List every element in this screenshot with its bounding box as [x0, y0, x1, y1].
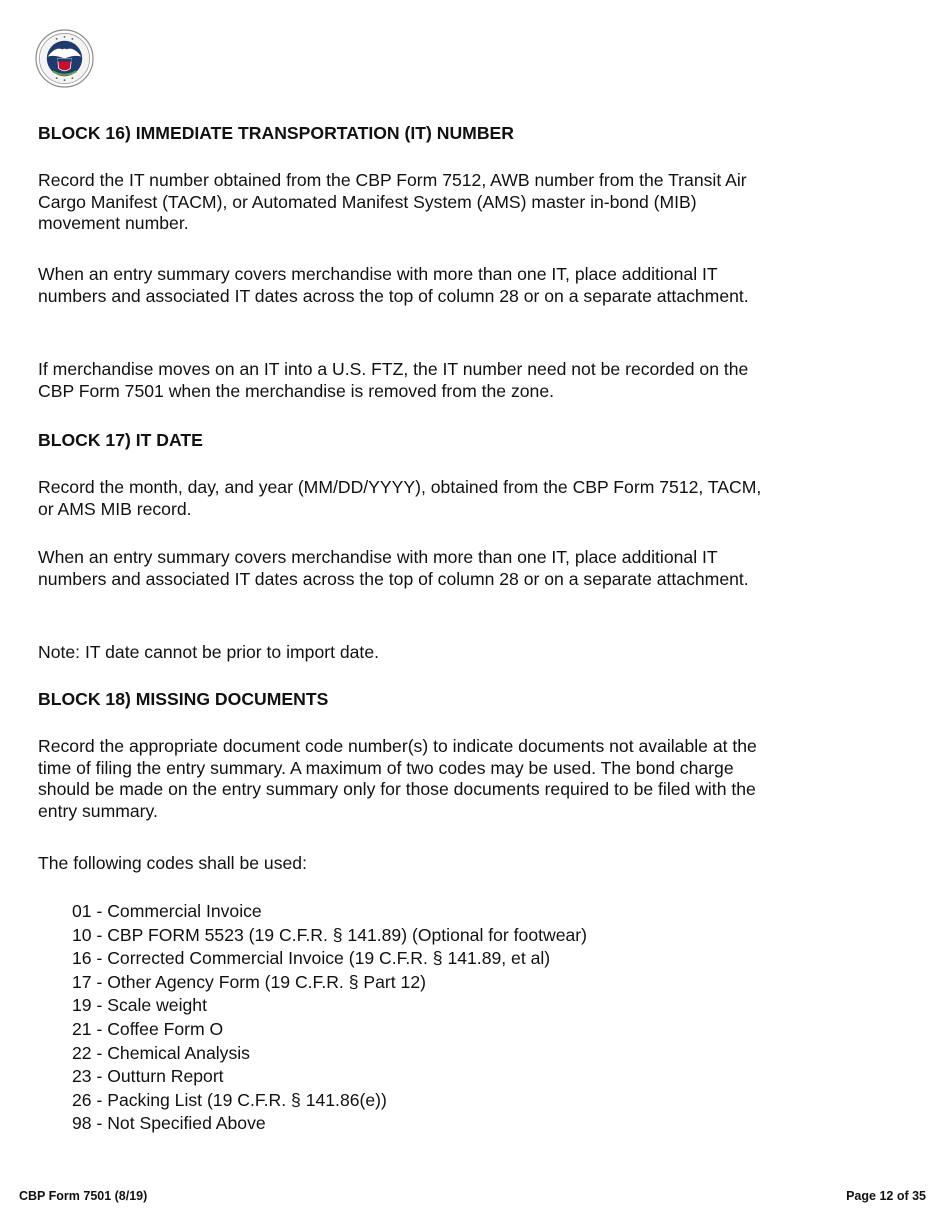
code-item: 21 - Coffee Form O: [72, 1018, 224, 1039]
block18-paragraph-2: The following codes shall be used:: [38, 853, 307, 873]
code-item: 98 - Not Specified Above: [72, 1113, 266, 1134]
block17-paragraph-3: Note: IT date cannot be prior to import date.: [38, 642, 379, 662]
code-item: 17 - Other Agency Form (19 C.F.R. § Part 12): [72, 971, 426, 992]
footer-form-id: CBP Form 7501 (8/19): [19, 1189, 148, 1203]
code-item: 26 - Packing List (19 C.F.R. § 141.86(e)): [72, 1089, 387, 1110]
block16-paragraph-3: If merchandise moves on an IT into a U.S. FTZ, the IT number need not be recorded on the CBP Form 7501 when the merchandise is removed from the zone.: [38, 359, 749, 401]
code-item: 10 - CBP FORM 5523 (19 C.F.R. § 141.89) (Optional for footwear): [72, 924, 588, 945]
block16-heading: BLOCK 16) IMMEDIATE TRANSPORTATION (IT) NUMBER: [38, 123, 514, 143]
block17-paragraph-2: When an entry summary covers merchandise with more than one IT, place additional IT numbers and associated IT dates across the top of column 28 or on a separate attachment.: [38, 547, 749, 589]
footer-page-number: Page 12 of 35: [846, 1189, 926, 1203]
code-item: 22 - Chemical Analysis: [72, 1042, 250, 1063]
block16-paragraph-2: When an entry summary covers merchandise with more than one IT, place additional IT numbers and associated IT dates across the top of column 28 or on a separate attachment.: [38, 264, 749, 306]
block17-paragraph-1: Record the month, day, and year (MM/DD/YYYY), obtained from the CBP Form 7512, TACM, or AMS MIB record.: [38, 477, 762, 519]
block18-heading: BLOCK 18) MISSING DOCUMENTS: [38, 689, 329, 709]
block17-heading: BLOCK 17) IT DATE: [38, 430, 203, 450]
block16-paragraph-1: Record the IT number obtained from the CBP Form 7512, AWB number from the Transit Air Cargo Manifest (TACM), or Automated Manifest System (AMS) master in-bond (MIB) movement number.: [38, 170, 747, 233]
code-item: 23 - Outturn Report: [72, 1066, 224, 1087]
code-item: 01 - Commercial Invoice: [72, 901, 262, 921]
document-code-list: [72, 900, 587, 1136]
block18-paragraph-1: Record the appropriate document code number(s) to indicate documents not available at the time of filing the entry summary. A maximum of two codes may be used. The bond charge should be made on the entry summary only for those documents required to be filed with the entry summary.: [38, 736, 757, 821]
code-item: 19 - Scale weight: [72, 995, 207, 1016]
dhs-seal-icon: [35, 29, 94, 88]
code-item: 16 - Corrected Commercial Invoice (19 C.F.R. § 141.89, et al): [72, 948, 551, 969]
